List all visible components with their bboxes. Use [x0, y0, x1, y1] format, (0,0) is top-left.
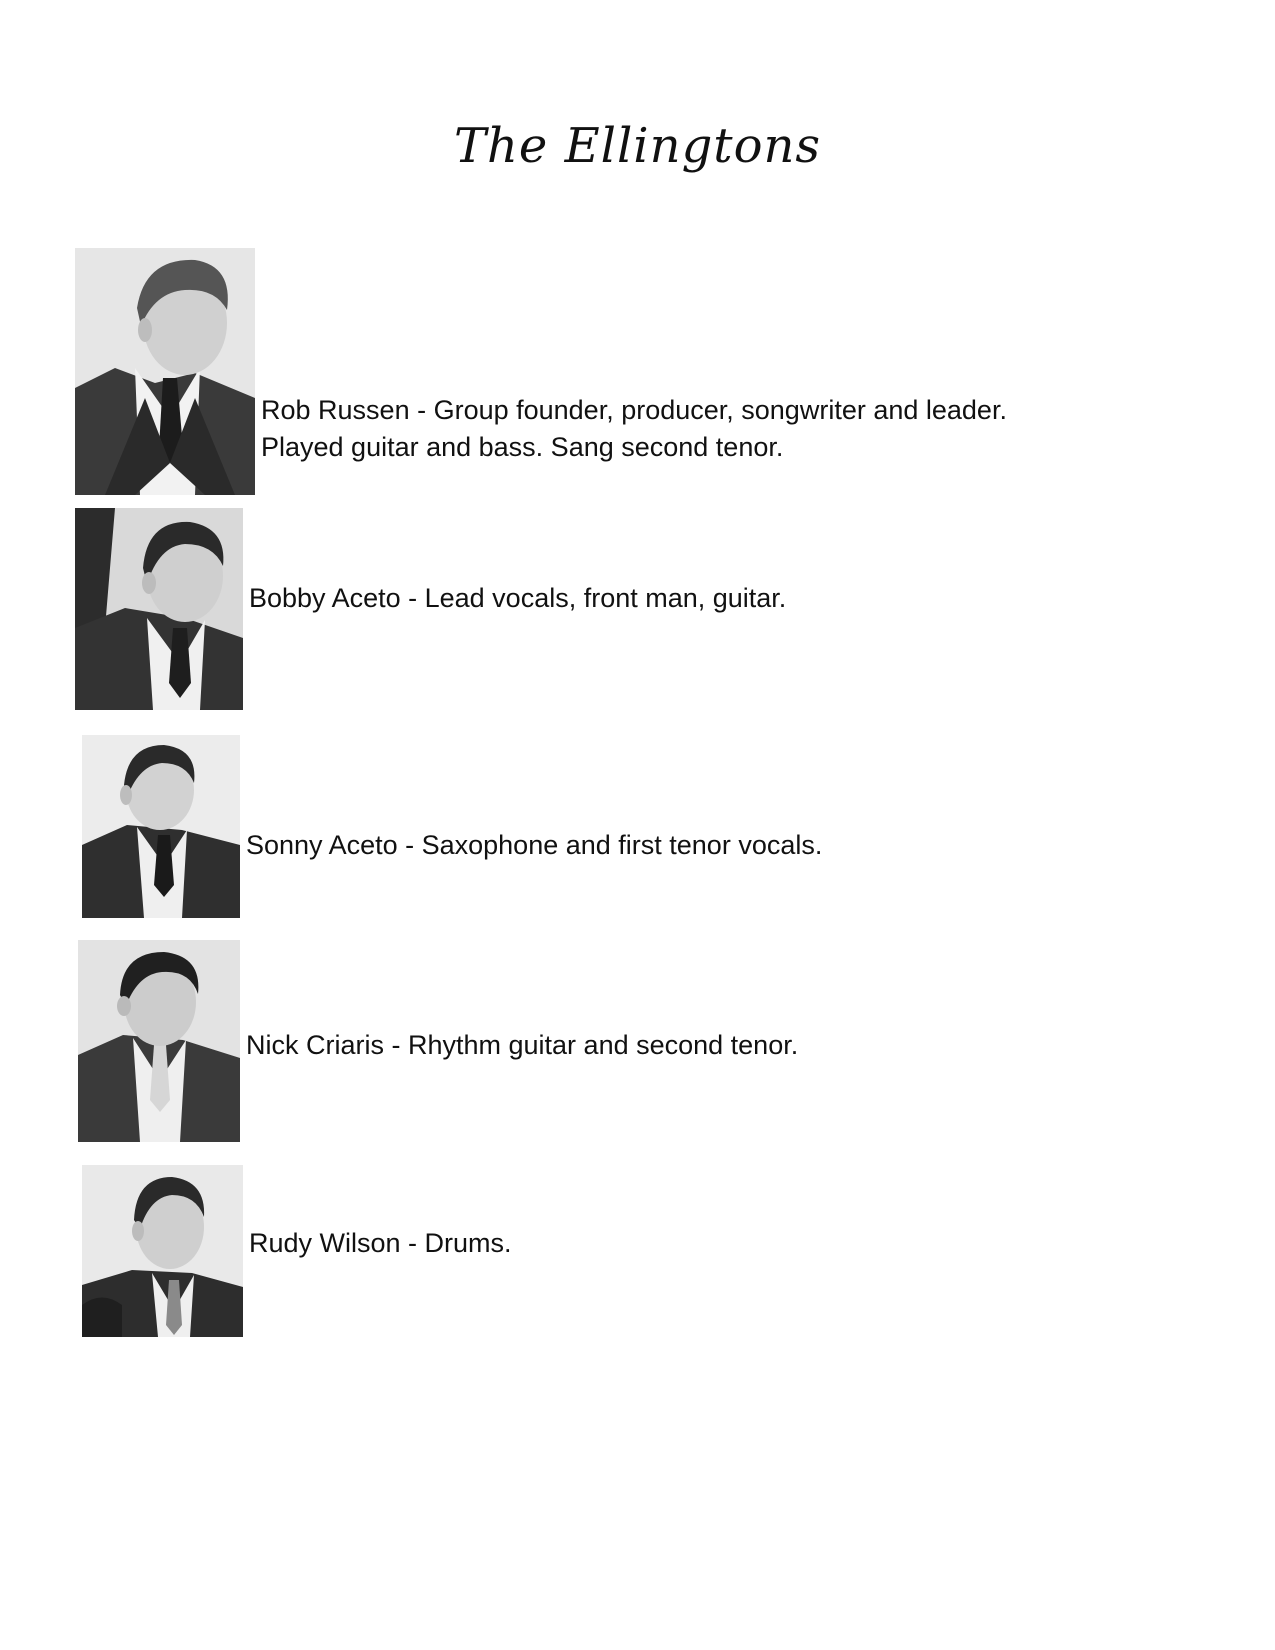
member-description-rudy-wilson	[249, 1225, 512, 1262]
page-title: The Ellingtons	[453, 118, 822, 174]
member-photo-rob-russen	[75, 248, 255, 495]
member-line: Nick Criaris - Rhythm guitar and second tenor.	[246, 1030, 799, 1060]
member-line: Bobby Aceto - Lead vocals, front man, guitar.	[249, 583, 787, 613]
member-description-bobby-aceto	[249, 580, 786, 617]
member-photo-sonny-aceto	[82, 735, 240, 918]
member-line: Rudy Wilson - Drums.	[249, 1228, 512, 1258]
member-photo-rudy-wilson	[82, 1165, 243, 1337]
member-description-rob-russen	[261, 392, 1007, 466]
member-line: Played guitar and bass. Sang second tenor.	[261, 432, 784, 462]
member-description-nick-criaris	[246, 1027, 798, 1064]
member-photo-nick-criaris	[78, 940, 240, 1142]
member-photo-bobby-aceto	[75, 508, 243, 710]
member-line: Rob Russen - Group founder, producer, songwriter and leader.	[261, 395, 1007, 425]
member-description-sonny-aceto	[246, 827, 822, 864]
member-line: Sonny Aceto - Saxophone and first tenor vocals.	[246, 830, 823, 860]
